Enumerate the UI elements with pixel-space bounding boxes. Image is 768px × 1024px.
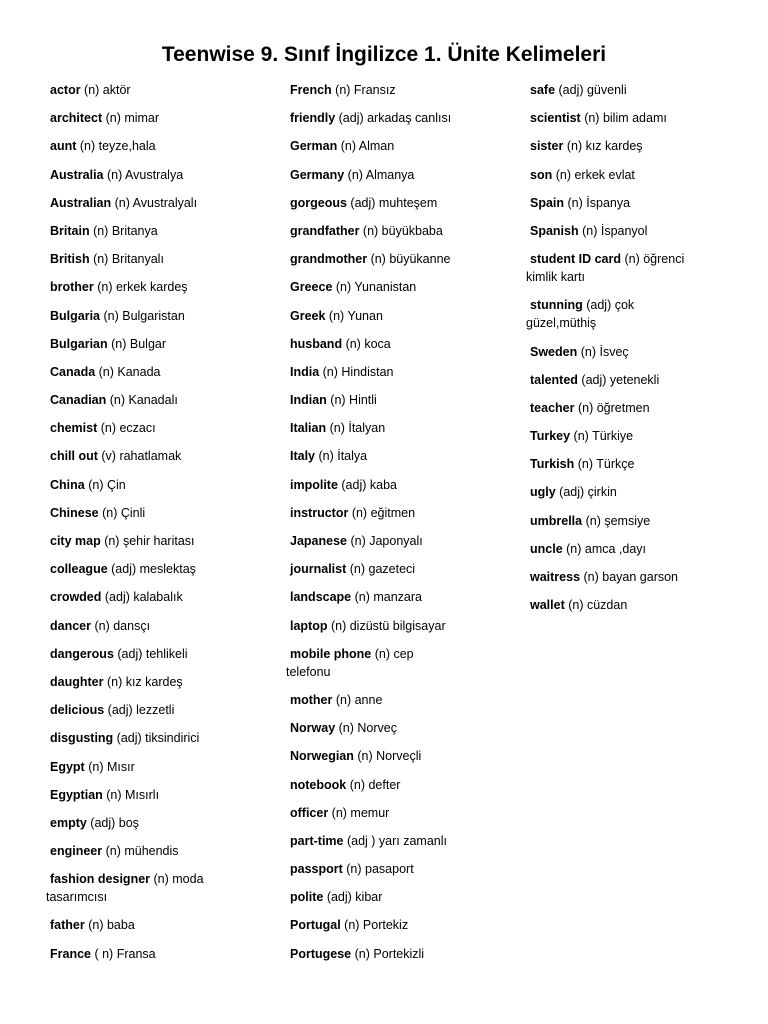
vocab-entry <box>46 701 274 719</box>
vocab-translation: (adj) muhteşem <box>346 195 438 210</box>
vocab-translation: (n) Bulgaristan <box>100 308 185 323</box>
vocab-translation-continued: güzel,müthiş <box>526 316 597 331</box>
vocab-word: ugly <box>530 485 556 500</box>
vocab-translation: (n) kız kardeş <box>103 674 183 689</box>
vocab-entry <box>286 617 518 635</box>
vocab-entry <box>46 476 274 494</box>
vocab-translation: (n) koca <box>342 336 391 351</box>
vocab-entry <box>286 560 518 578</box>
vocab-entry <box>526 399 758 417</box>
vocab-word: Greek <box>290 308 326 323</box>
vocab-word: son <box>530 167 553 182</box>
vocab-word: delicious <box>50 703 105 718</box>
vocab-word: safe <box>530 83 556 97</box>
vocab-entry <box>526 81 758 99</box>
vocab-translation: (adj) tiksindirici <box>113 731 200 746</box>
vocab-word: Egyptian <box>50 787 103 802</box>
vocab-translation: (n) Britanyalı <box>89 252 164 267</box>
vocab-word: uncle <box>530 541 563 556</box>
vocab-word: India <box>290 364 320 379</box>
vocab-translation: (n) Japonyalı <box>346 534 423 548</box>
vocab-word: Turkey <box>530 429 571 444</box>
vocab-entry <box>286 307 518 325</box>
vocab-translation: (n) Alman <box>337 139 395 154</box>
vocab-word: France <box>50 946 91 961</box>
vocab-translation: (n) amca ,dayı <box>562 541 647 556</box>
vocab-entry <box>46 222 274 240</box>
vocab-translation: (n) Türkiye <box>570 429 634 444</box>
vocab-entry <box>526 166 758 184</box>
vocab-word: Portugal <box>290 918 341 933</box>
vocab-word: father <box>50 918 85 933</box>
vocab-translation: (n) dansçı <box>91 618 151 633</box>
vocab-word: Germany <box>290 167 345 182</box>
vocab-word: Canadian <box>50 393 107 408</box>
vocab-word: Indian <box>290 393 327 408</box>
vocab-word: journalist <box>290 562 347 577</box>
vocab-translation: (adj) kaba <box>337 477 397 492</box>
vocab-word: empty <box>50 815 87 830</box>
vocab-translation: (n) kız kardeş <box>563 139 643 154</box>
vocab-translation: (n) büyükbaba <box>359 223 443 238</box>
vocab-translation: (n) Portekiz <box>340 918 409 933</box>
vocab-translation: (n) gazeteci <box>346 562 416 577</box>
vocab-entry <box>286 645 518 681</box>
vocab-translation: (n) Kanadalı <box>106 393 178 408</box>
vocab-translation: (n) Britanya <box>89 223 158 238</box>
vocab-entry <box>526 512 758 530</box>
vocab-entry <box>46 109 274 127</box>
vocab-translation: (n) bayan garson <box>580 570 679 584</box>
vocab-entry <box>526 371 758 389</box>
vocab-translation: (v) rahatlamak <box>97 449 182 464</box>
vocab-word: student ID card <box>530 252 621 267</box>
vocab-translation: (n) Almanya <box>344 167 415 182</box>
vocab-entry <box>286 804 518 822</box>
vocab-entry <box>526 427 758 445</box>
vocab-translation: (adj) tehlikeli <box>113 646 188 661</box>
vocab-entry <box>526 222 758 240</box>
vocab-translation: (n) aktör <box>80 83 131 97</box>
vocab-entry <box>286 945 518 963</box>
vocab-translation: (n) Fransız <box>331 83 396 97</box>
vocab-translation: (n) şemsiye <box>582 513 651 528</box>
vocab-word: Canada <box>50 364 96 379</box>
vocab-translation: (n) Mısır <box>84 759 135 774</box>
vocab-entry <box>526 137 758 155</box>
vocab-entry <box>286 476 518 494</box>
vocab-translation: (n) memur <box>328 805 390 820</box>
vocab-entry <box>46 419 274 437</box>
vocab-word: British <box>50 252 90 267</box>
vocab-translation: (n) Mısırlı <box>102 787 160 802</box>
vocab-translation: (adj) çirkin <box>555 485 617 500</box>
vocab-entry <box>286 250 518 268</box>
vocab-word: mother <box>290 692 333 707</box>
vocab-translation: (n) Norveç <box>335 721 397 736</box>
vocab-entry <box>286 719 518 737</box>
vocab-translation: (n) Yunanistan <box>332 280 417 295</box>
vocab-translation: (adj) kibar <box>323 890 383 905</box>
vocab-translation: (adj) lezzetli <box>104 703 175 718</box>
vocab-word: German <box>290 139 338 154</box>
vocab-word: Norwegian <box>290 749 354 764</box>
vocab-entry <box>286 194 518 212</box>
vocab-entry <box>46 588 274 606</box>
vocab-translation: (n) eczacı <box>97 421 156 436</box>
vocab-word: scientist <box>530 111 581 126</box>
vocab-translation: (n) Çinli <box>98 505 146 520</box>
vocab-column-3 <box>526 81 758 624</box>
vocab-word: dangerous <box>50 646 114 661</box>
vocab-entry <box>46 814 274 832</box>
vocab-entry <box>286 776 518 794</box>
vocab-translation: (adj) kalabalık <box>101 590 183 605</box>
vocab-entry <box>526 296 758 332</box>
vocab-entry <box>286 747 518 765</box>
vocab-entry <box>46 250 274 268</box>
vocab-translation: (n) şehir haritası <box>100 534 195 548</box>
vocab-translation: (adj) çok <box>582 298 635 313</box>
vocab-word: Chinese <box>50 505 99 520</box>
vocab-word: grandfather <box>290 223 360 238</box>
vocab-entry <box>46 786 274 804</box>
vocab-word: Bulgaria <box>50 308 101 323</box>
vocab-word: Egypt <box>50 759 85 774</box>
vocab-entry <box>46 842 274 860</box>
vocab-entry <box>526 455 758 473</box>
vocab-translation: ( n) Fransa <box>91 946 156 961</box>
vocab-entry <box>526 596 758 614</box>
vocab-word: Greece <box>290 280 333 295</box>
vocab-translation: (n) mühendis <box>102 844 179 859</box>
vocab-word: part-time <box>290 833 344 848</box>
vocab-entry <box>286 691 518 709</box>
vocab-translation: (n) Avustralyalı <box>111 195 198 210</box>
vocab-word: chemist <box>50 421 98 436</box>
vocab-entry <box>46 363 274 381</box>
vocab-translation: (n) Portekizli <box>351 946 425 961</box>
vocab-entry <box>286 391 518 409</box>
vocab-entry <box>526 483 758 501</box>
vocab-translation: (adj ) yarı zamanlı <box>343 833 447 848</box>
vocab-translation: (n) Türkçe <box>574 457 635 472</box>
vocab-entry <box>46 447 274 465</box>
vocab-word: fashion designer <box>50 872 151 887</box>
vocab-word: dancer <box>50 618 91 633</box>
vocab-entry <box>46 870 274 906</box>
vocab-word: wallet <box>530 598 565 613</box>
vocab-entry <box>46 758 274 776</box>
vocab-word: Italian <box>290 421 327 436</box>
vocab-entry <box>526 540 758 558</box>
vocab-word: Sweden <box>530 344 578 359</box>
vocab-word: Turkish <box>530 457 575 472</box>
vocab-word: Bulgarian <box>50 336 108 351</box>
vocab-word: landscape <box>290 590 352 605</box>
vocab-entry <box>286 504 518 522</box>
vocab-translation: (n) teyze,hala <box>76 139 156 154</box>
vocab-entry <box>46 166 274 184</box>
vocab-translation: (adj) yetenekli <box>577 372 660 387</box>
vocab-entry <box>286 532 518 550</box>
vocab-entry <box>526 109 758 127</box>
vocab-entry <box>46 307 274 325</box>
vocab-translation: (n) cep <box>371 646 414 661</box>
vocab-word: passport <box>290 862 343 877</box>
vocab-word: talented <box>530 372 578 387</box>
vocab-translation: (n) İtalyan <box>326 421 386 436</box>
vocab-word: engineer <box>50 844 103 859</box>
vocab-word: Britain <box>50 223 90 238</box>
vocab-entry <box>286 832 518 850</box>
vocab-translation: (n) büyükanne <box>367 252 451 267</box>
vocab-word: crowded <box>50 590 102 605</box>
vocab-translation: (n) defter <box>346 777 401 792</box>
vocab-word: umbrella <box>530 513 583 528</box>
vocab-translation: (n) Avustralya <box>103 167 184 182</box>
vocab-translation: (n) Yunan <box>325 308 383 323</box>
vocab-translation: (n) bilim adamı <box>580 111 667 126</box>
vocab-translation-continued: telefonu <box>286 664 331 679</box>
vocab-translation: (n) baba <box>84 918 135 933</box>
vocab-translation: (n) erkek evlat <box>552 167 635 182</box>
vocab-word: colleague <box>50 562 108 577</box>
vocab-word: Norway <box>290 721 336 736</box>
vocab-word: French <box>290 83 332 97</box>
vocab-entry <box>286 588 518 606</box>
vocab-word: architect <box>50 111 103 126</box>
vocab-entry <box>46 532 274 550</box>
vocab-word: teacher <box>530 400 575 415</box>
vocab-entry <box>286 860 518 878</box>
vocab-entry <box>286 278 518 296</box>
vocab-translation: (n) pasaport <box>342 862 414 877</box>
vocab-translation: (adj) boş <box>86 815 139 830</box>
vocab-entry <box>46 560 274 578</box>
vocab-entry <box>286 109 518 127</box>
vocab-translation: (adj) güvenli <box>555 83 627 97</box>
vocab-entry <box>286 137 518 155</box>
vocab-word: China <box>50 477 85 492</box>
vocab-entry <box>526 568 758 586</box>
vocab-entry <box>46 916 274 934</box>
vocab-word: Australia <box>50 167 104 182</box>
vocab-entry <box>286 166 518 184</box>
vocab-translation: (n) İsveç <box>577 344 629 359</box>
vocab-word: Japanese <box>290 534 347 548</box>
page-title: Teenwise 9. Sınıf İngilizce 1. Ünite Kelimeleri <box>161 43 607 66</box>
vocab-entry <box>286 419 518 437</box>
vocab-entry <box>286 447 518 465</box>
vocab-word: mobile phone <box>290 646 372 661</box>
vocab-word: Australian <box>50 195 112 210</box>
vocab-word: husband <box>290 336 343 351</box>
vocab-word: grandmother <box>290 252 368 267</box>
vocab-word: chill out <box>50 449 98 464</box>
vocab-word: officer <box>290 805 329 820</box>
vocab-entry <box>286 81 518 99</box>
vocab-translation: (n) Hintli <box>326 393 377 408</box>
vocab-translation-continued: tasarımcısı <box>46 890 108 905</box>
vocab-word: brother <box>50 280 94 295</box>
vocab-translation: (n) Norveçli <box>353 749 422 764</box>
vocab-entry <box>46 504 274 522</box>
vocab-translation: (n) İtalya <box>315 449 368 464</box>
vocab-word: actor <box>50 83 81 97</box>
vocab-entry <box>46 945 274 963</box>
vocab-entry <box>46 673 274 691</box>
vocab-entry <box>46 617 274 635</box>
vocab-word: sister <box>530 139 564 154</box>
vocab-translation: (adj) arkadaş canlısı <box>335 111 452 126</box>
vocab-word: aunt <box>50 139 77 154</box>
vocab-word: Spain <box>530 195 565 210</box>
vocab-translation: (n) Bulgar <box>107 336 167 351</box>
vocab-translation: (n) eğitmen <box>348 505 416 520</box>
vocab-translation: (n) öğrenci <box>621 252 685 267</box>
vocab-translation-continued: kimlik kartı <box>526 270 586 285</box>
vocab-entry <box>46 194 274 212</box>
vocab-word: Portugese <box>290 946 352 961</box>
vocab-entry <box>46 278 274 296</box>
vocab-word: city map <box>50 534 101 548</box>
vocab-translation: (n) Kanada <box>95 364 161 379</box>
vocab-word: Italy <box>290 449 316 464</box>
vocab-translation: (n) cüzdan <box>564 598 628 613</box>
vocab-entry <box>46 391 274 409</box>
vocab-word: instructor <box>290 505 349 520</box>
vocab-entry <box>286 916 518 934</box>
vocab-translation: (n) İspanya <box>564 195 631 210</box>
vocab-word: notebook <box>290 777 347 792</box>
vocab-translation: (n) İspanyol <box>578 223 648 238</box>
vocab-word: disgusting <box>50 731 114 746</box>
vocab-entry <box>286 888 518 906</box>
vocab-entry <box>286 335 518 353</box>
vocab-entry <box>46 81 274 99</box>
vocab-word: polite <box>290 890 324 905</box>
vocab-translation: (n) anne <box>332 692 383 707</box>
vocab-entry <box>46 729 274 747</box>
vocab-word: impolite <box>290 477 338 492</box>
vocab-translation: (n) Hindistan <box>319 364 394 379</box>
vocab-word: daughter <box>50 674 104 689</box>
vocab-word: stunning <box>530 298 583 313</box>
vocab-translation: (n) Çin <box>84 477 126 492</box>
vocab-column-2 <box>286 81 518 973</box>
vocab-translation: (n) erkek kardeş <box>93 280 188 295</box>
vocab-translation: (adj) meslektaş <box>107 562 196 577</box>
vocab-word: waitress <box>530 570 581 584</box>
vocab-entry <box>286 222 518 240</box>
vocab-column-1 <box>46 81 274 973</box>
vocab-entry <box>526 194 758 212</box>
vocab-entry <box>286 363 518 381</box>
vocab-entry <box>46 335 274 353</box>
vocab-entry <box>526 343 758 361</box>
vocab-translation: (n) öğretmen <box>574 400 650 415</box>
vocab-translation: (n) manzara <box>351 590 422 605</box>
vocab-translation: (n) mimar <box>102 111 160 126</box>
vocab-word: gorgeous <box>290 195 347 210</box>
vocab-translation: (n) dizüstü bilgisayar <box>327 618 446 633</box>
vocab-word: laptop <box>290 618 328 633</box>
vocab-translation: (n) moda <box>150 872 204 887</box>
vocab-entry <box>526 250 758 286</box>
vocab-word: friendly <box>290 111 336 126</box>
vocab-word: Spanish <box>530 223 579 238</box>
vocab-entry <box>46 645 274 663</box>
vocab-entry <box>46 137 274 155</box>
